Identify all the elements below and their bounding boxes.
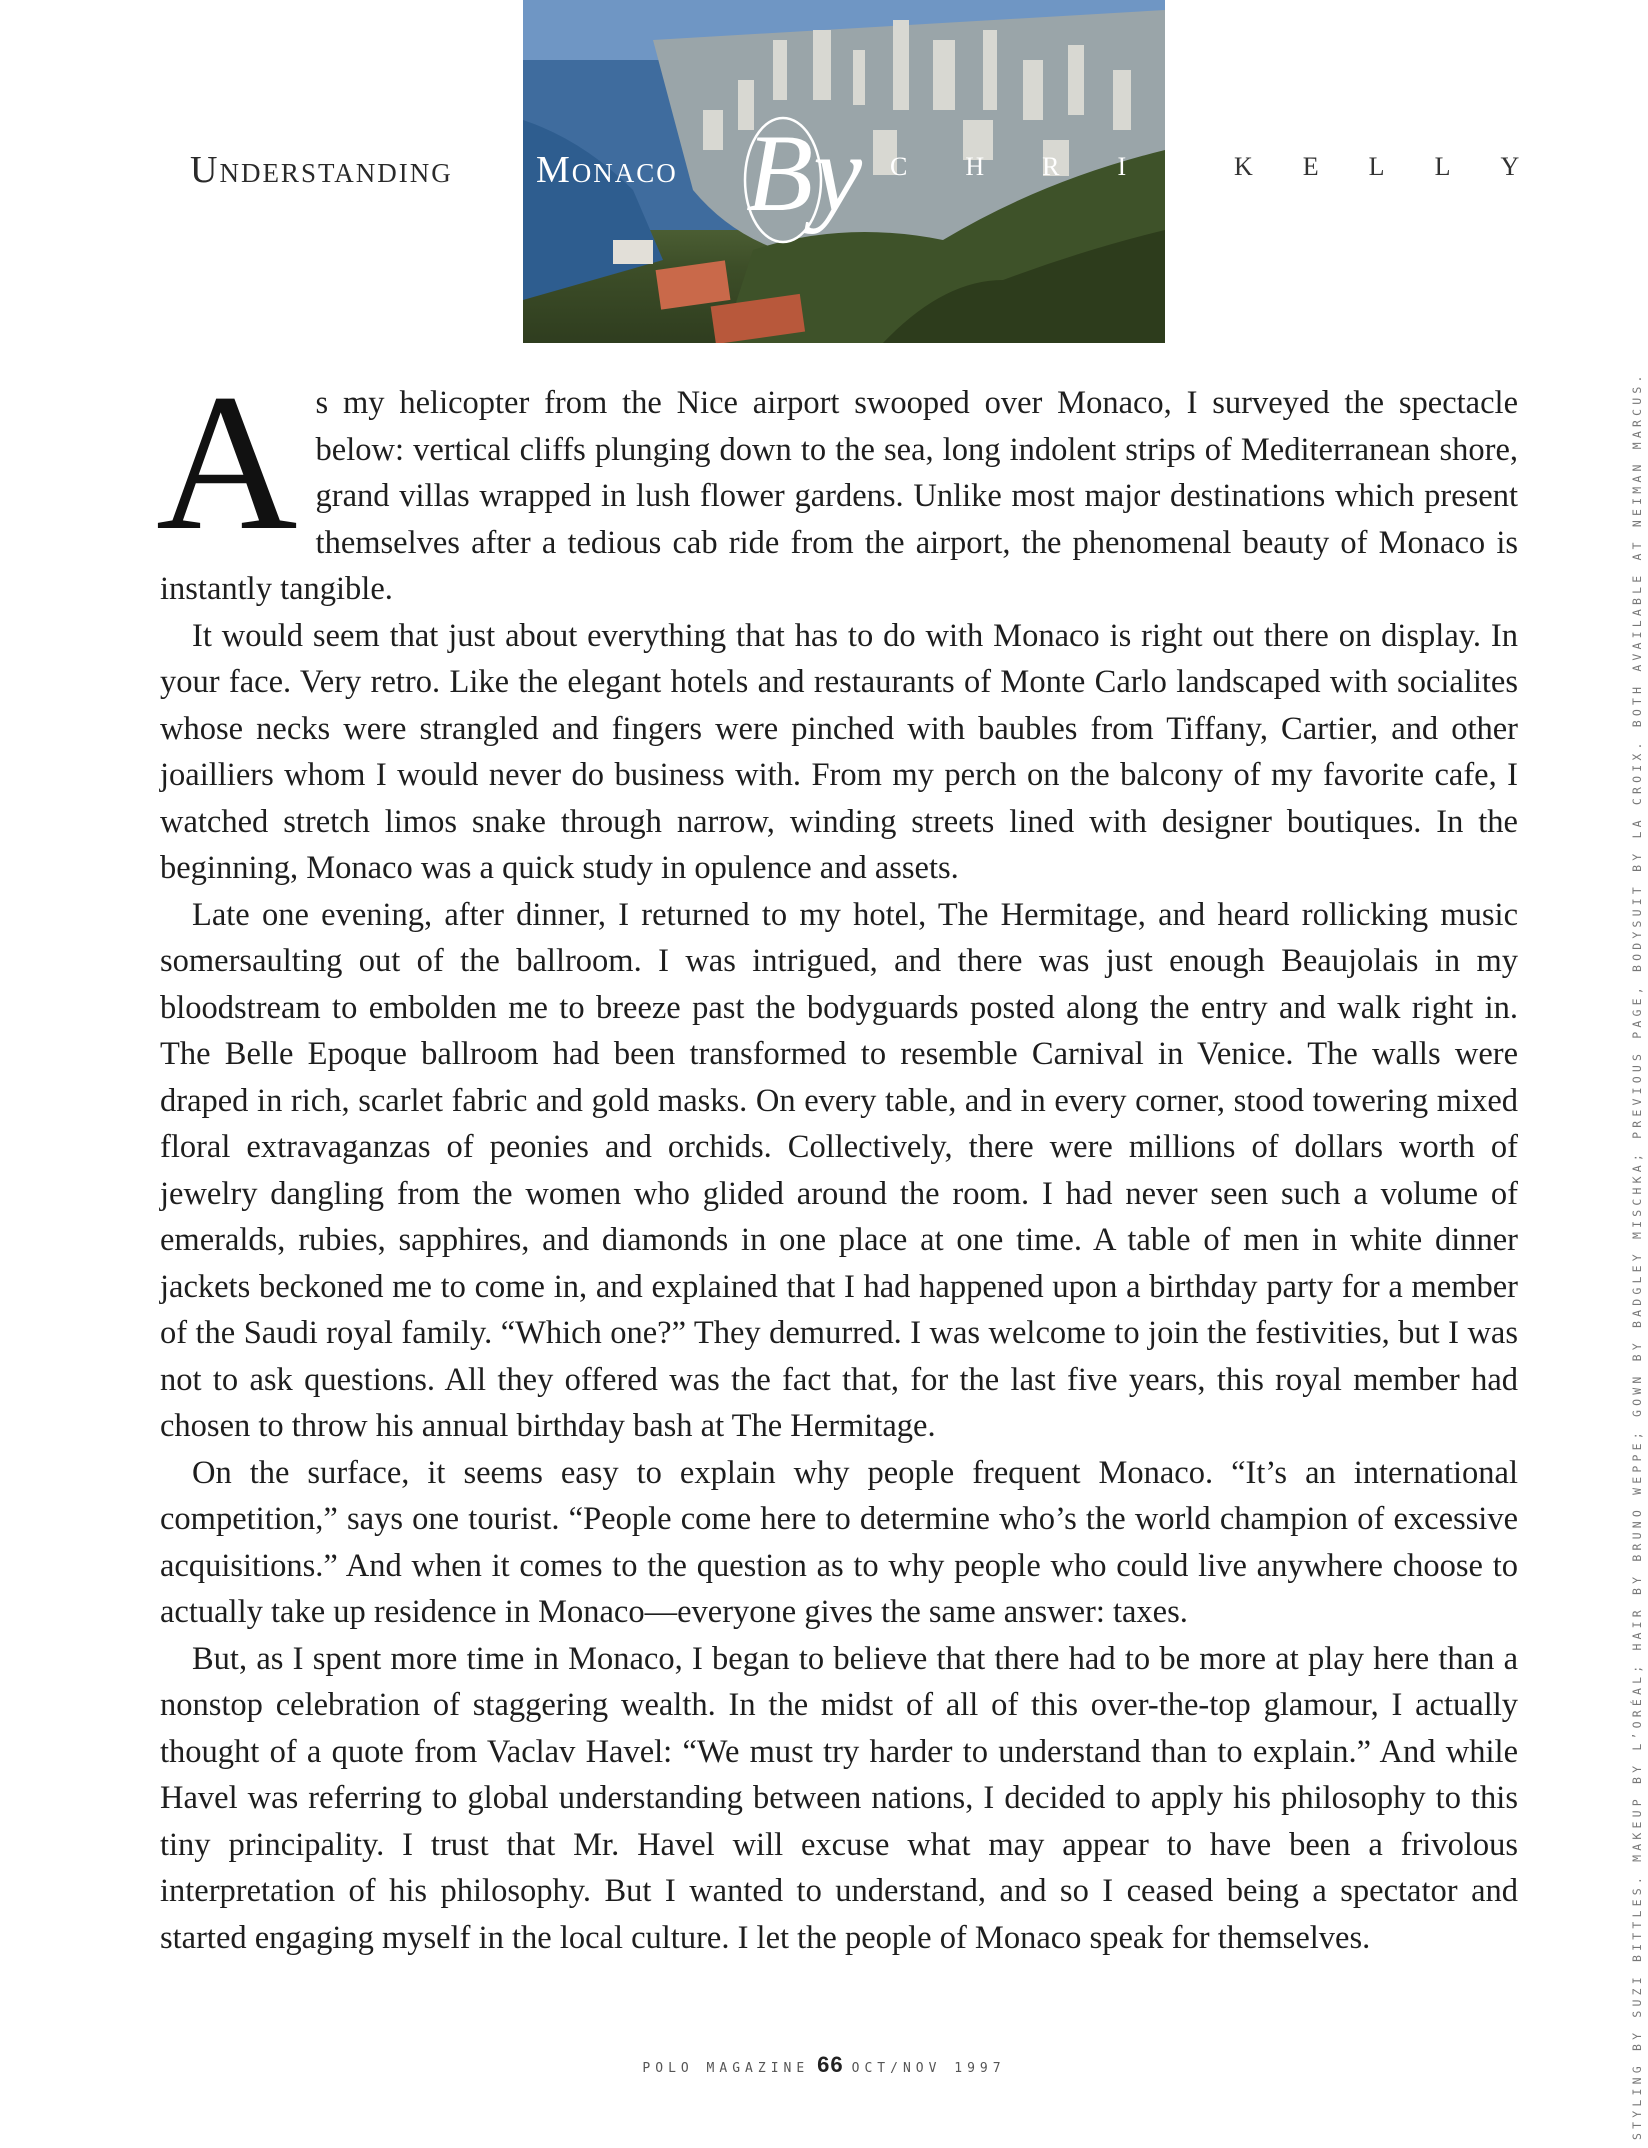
- author-letter: R: [1042, 152, 1060, 181]
- article-body: [156, 354, 1518, 1961]
- author-first-name: [890, 152, 1257, 182]
- title-word-understanding: Understanding: [190, 149, 453, 191]
- article-paragraph: But, as I spent more time in Monaco, I began to believe that there had to be more at play here than a nonstop celebration of staggering wealth. In the midst of all of this over-the-top glamour, I actually thought of a quote from Vaclav Havel: “We must try harder to understand than to explain.” And while Havel was referring to global understanding between nations, I decided to apply his philosophy to this tiny principality. I trust that Mr. Havel will excuse what may appear to have been a frivolous interpretation of his philosophy. But I wanted to understand, and so I ceased being a spectator and started engaging myself in the local culture. I let the people of Monaco speak for themselves.: [160, 1640, 1518, 1956]
- by-monogram-logo: [738, 100, 868, 250]
- author-letter: I: [1117, 152, 1127, 181]
- paragraph-text: s my helicopter from the Nice airport swooped over Monaco, I surveyed the spectacle below: vertical cliffs plunging down to the sea, long indolent strips of Mediterranean shore, grand villas wrapped in lush flower gardens. Unlike most major destinations which present themselves after a tedious cab ride from the airport, the phenomenal beauty of Monaco is instantly tangible.: [160, 385, 1518, 607]
- drop-cap: A: [156, 354, 298, 571]
- page-number: 66: [817, 2052, 844, 2077]
- page-footer: [0, 2052, 1648, 2078]
- article-paragraph: On the surface, it seems easy to explain why people frequent Monaco. “It’s an international competition,” says one tourist. “People come here to determine who’s the world champion of excessive acquisitions.” And when it comes to the question as to why people who could live anywhere choose to actually take up residence in Monaco—everyone gives the same answer: taxes.: [160, 1454, 1518, 1630]
- article-title: [190, 148, 453, 192]
- footer-magazine: POLO MAGAZINE: [642, 2061, 810, 2076]
- author-letter: E: [1302, 152, 1319, 181]
- author-letter: L: [1368, 152, 1385, 181]
- article-paragraph: [156, 354, 1518, 613]
- author-letter: C: [890, 152, 908, 181]
- svg-text:By: [746, 112, 862, 234]
- title-word-monaco: Monaco: [536, 149, 678, 191]
- by-monogram-text: By: [746, 112, 863, 234]
- author-last-name: [1234, 152, 1569, 182]
- article-paragraph: Late one evening, after dinner, I returned to my hotel, The Hermitage, and heard rollicking music somersaulting out of the ballroom. I was intrigued, and there was just enough Beaujolais in my bloodstream to embolden me to breeze past the bodyguards posted along the entry and walk right in. The Belle Epoque ballroom had been transformed to resemble Carnival in Venice. The walls were draped in rich, scarlet fabric and gold masks. On every table, and in every corner, stood towering mixed floral extravaganzas of peonies and orchids. Collectively, there were millions of dollars worth of jewelry dangling from the women who glided around the room. I had never seen such a volume of emeralds, rubies, sapphires, and diamonds in one place at one time. A table of men in white dinner jackets beckoned me to come in, and explained that I had happened upon a birthday party for a member of the Saudi royal family. “Which one?” They demurred. I was welcome to join the festivities, but I was not to ask questions. All they offered was the fact that, for the last five years, this royal member had chosen to throw his annual birthday bash at The Hermitage.: [160, 896, 1518, 1444]
- article-title-monaco: [536, 148, 678, 192]
- footer-issue: OCT/NOV 1997: [851, 2061, 1006, 2076]
- author-letter: S: [1184, 152, 1199, 181]
- photo-credits: STYLING BY SUZI BITTLES. MAKEUP BY L’ORÉAL; HAIR BY BRUNO WEPPE; GOWN BY BADGLEY MISCHKA; PREVIOUS PAGE, BODYSUIT BY LA CROIX. BOTH AVAILABLE AT NEIMAN MARCUS.: [1630, 371, 1644, 2140]
- author-letter: K: [1234, 152, 1253, 181]
- author-letter: L: [1434, 152, 1451, 181]
- author-letter: H: [965, 152, 985, 181]
- author-letter: Y: [1500, 152, 1520, 181]
- article-paragraph: It would seem that just about everything that has to do with Monaco is right out there on display. In your face. Very retro. Like the elegant hotels and restaurants of Monte Carlo landscaped with socialites whose necks were strangled and fingers were pinched with baubles from Tiffany, Cartier, and other joailliers whom I would never do business with. From my perch on the balcony of my favorite cafe, I watched stretch limos snake through narrow, winding streets lined with designer boutiques. In the beginning, Monaco was a quick study in opulence and assets.: [160, 617, 1518, 886]
